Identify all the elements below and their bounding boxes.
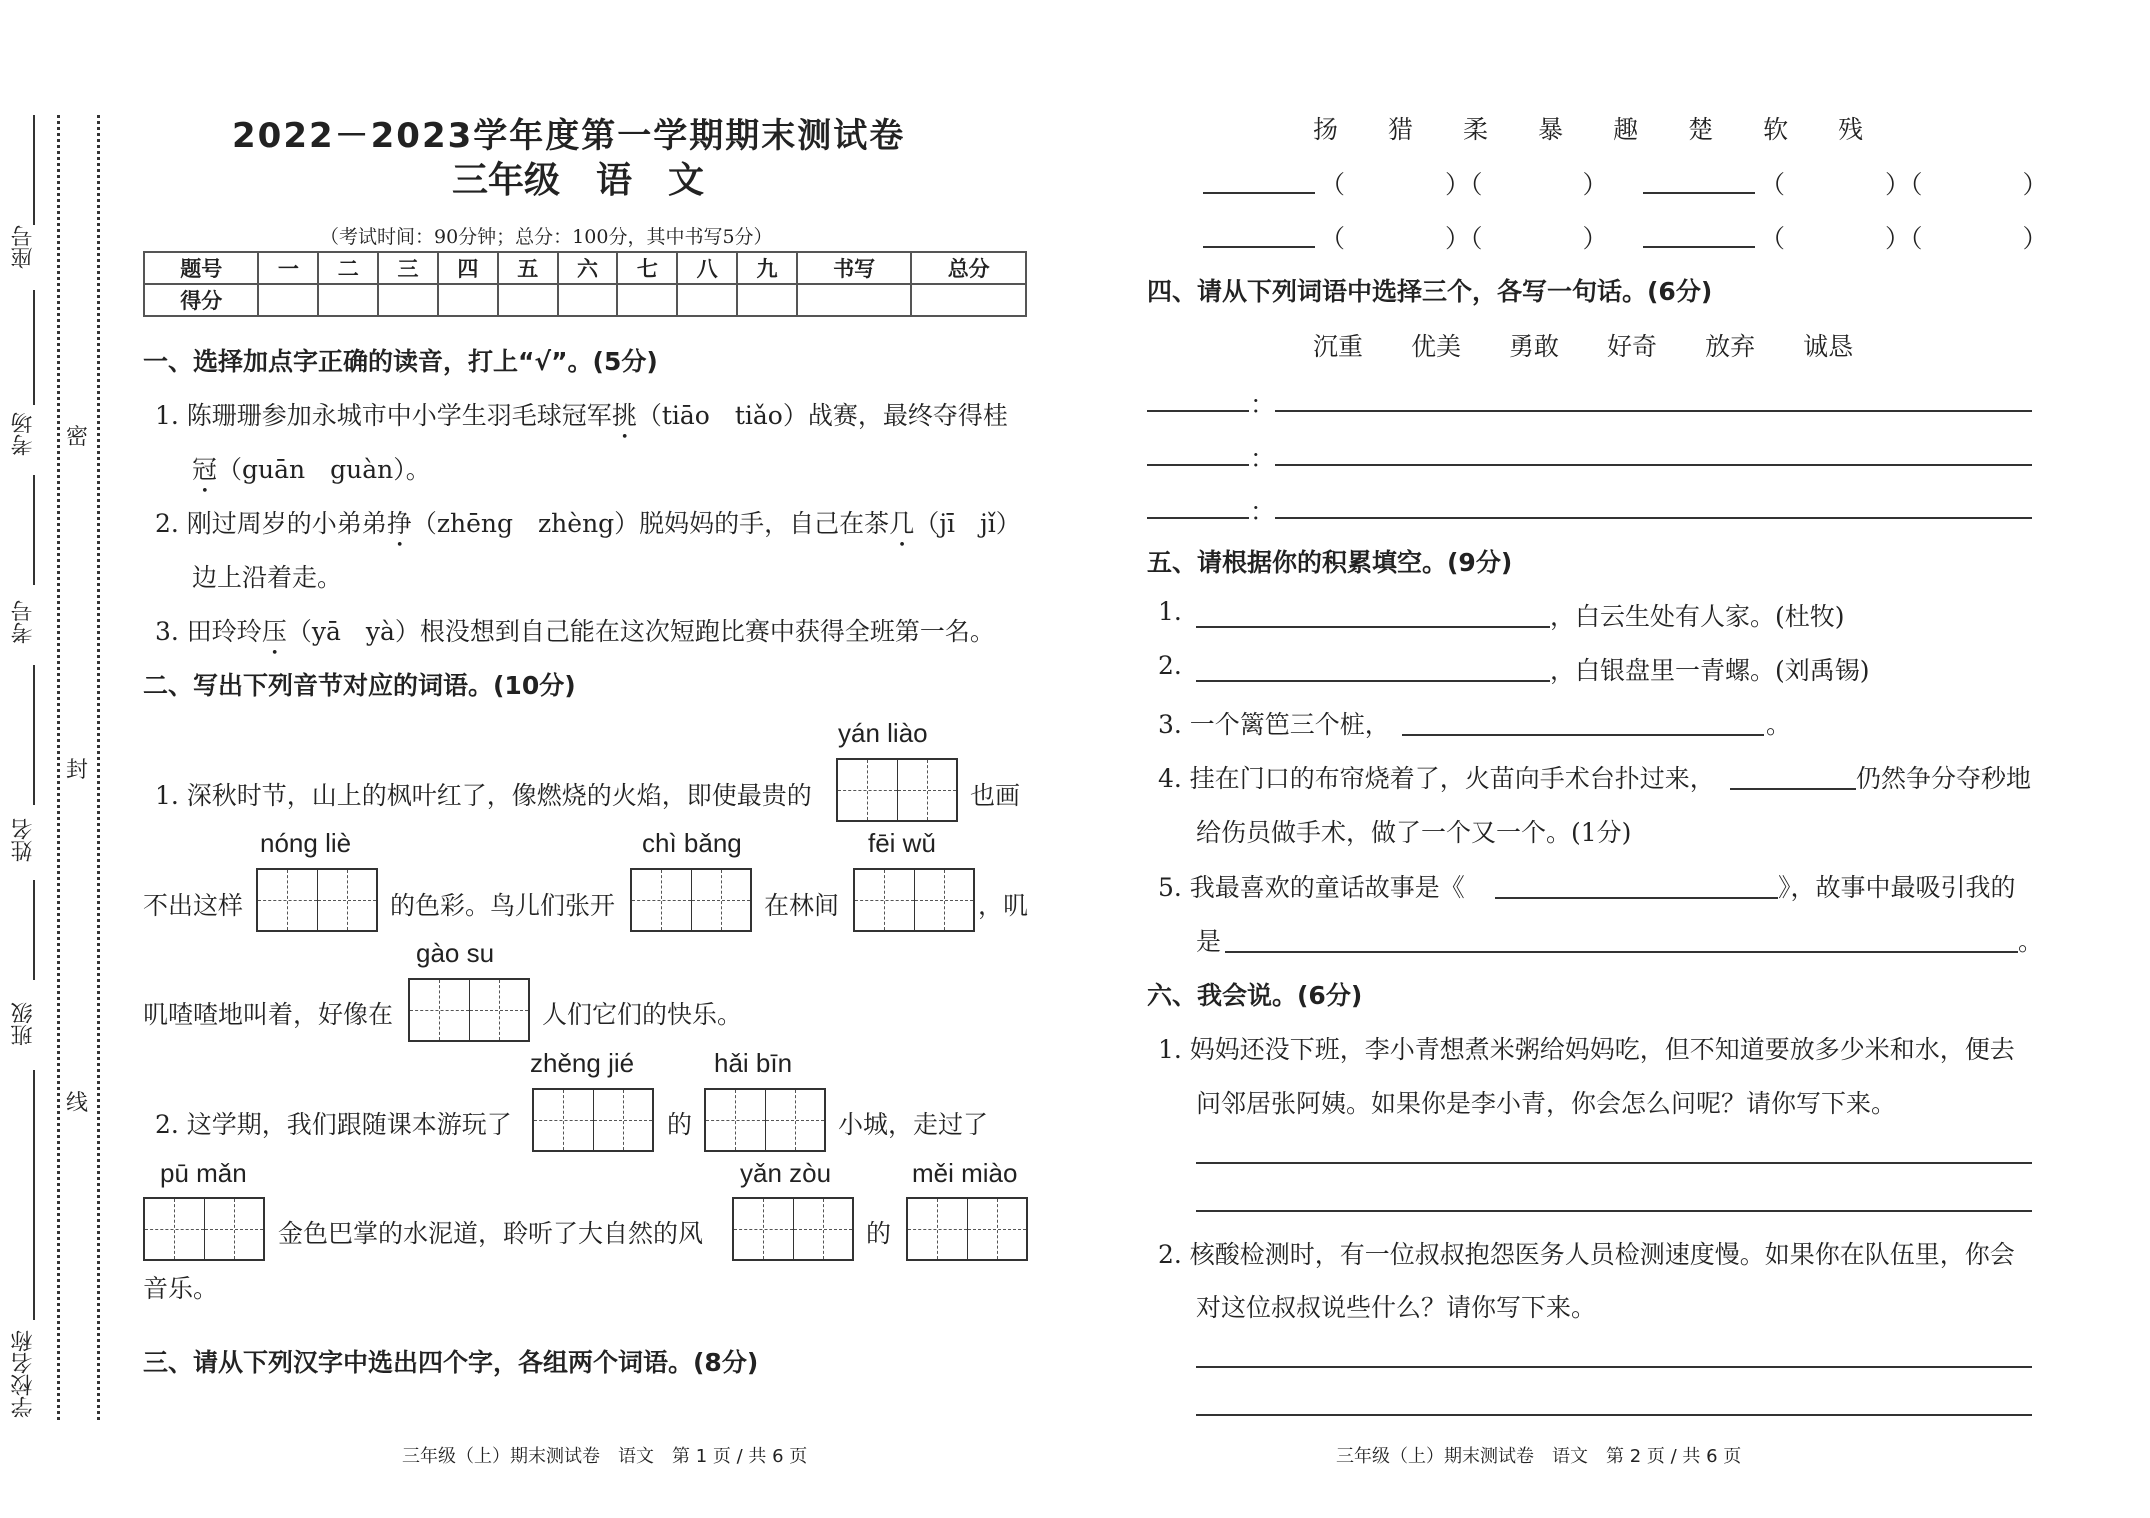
char: 暴 <box>1538 115 1564 144</box>
dotted-char: 冠 <box>192 455 218 484</box>
text: （yā yà）根没想到自己能在这次短跑比赛中获得全班第一名。 <box>286 617 995 646</box>
text: （tiāo tiǎo）战赛，最终夺得桂 <box>636 401 1008 430</box>
table-cell: 三 <box>378 252 438 284</box>
table-cell: 五 <box>498 252 558 284</box>
text: 叽喳喳地叫着，好像在 <box>143 1000 394 1029</box>
writing-grid[interactable] <box>704 1088 826 1152</box>
writing-grid[interactable] <box>853 868 975 932</box>
writing-grid[interactable] <box>836 758 958 822</box>
q5-4-cont: 给伤员做手术，做了一个又一个。(1分) <box>1196 818 1632 847</box>
text: 小城，走过了 <box>838 1110 989 1139</box>
text: ，叽 <box>978 891 1029 920</box>
text: 3. 田玲玲 <box>155 617 262 646</box>
char-blank[interactable] <box>1203 246 1315 248</box>
q5-5-cont: 是 <box>1196 927 1222 956</box>
q5-2-text: ，白银盘里一青螺。(刘禹锡) <box>1550 656 1870 685</box>
q5-5-end: 》，故事中最吸引我的 <box>1778 873 2016 902</box>
char: 柔 <box>1463 115 1489 144</box>
q6-2-text: 2. 核酸检测时，有一位叔叔抱怨医务人员检测速度慢。如果你在队伍里，你会 <box>1158 1240 2015 1269</box>
dotted-char: 挑 <box>611 401 637 430</box>
school-name-label: 学校名称 <box>11 1330 36 1418</box>
question-1-2 <box>155 504 1021 553</box>
writing-grid[interactable] <box>256 868 378 932</box>
exam-room-label: 考场 <box>11 412 36 456</box>
colon: ： <box>1250 444 1276 473</box>
q5-1-text: ，白云生处有人家。(杜牧) <box>1550 602 1845 631</box>
margin-line <box>33 290 35 405</box>
pinyin: zhěng jié <box>530 1048 635 1078</box>
section-2-title: 二、写出下列音节对应的词语。(10分) <box>143 671 576 700</box>
score-row <box>144 284 1026 316</box>
score-cell[interactable] <box>318 284 378 316</box>
writing-grid[interactable] <box>732 1197 854 1261</box>
text: 1. 陈珊珊参加永城市中小学生羽毛球冠军 <box>155 401 612 430</box>
text: （guān guàn）。 <box>217 455 431 484</box>
text: 在林间 <box>764 891 840 920</box>
word: 勇敢 <box>1509 332 1560 361</box>
margin-line <box>33 1070 35 1320</box>
q5-2-num: 2. <box>1158 651 1182 680</box>
margin-line <box>33 880 35 980</box>
writing-grid[interactable] <box>630 868 752 932</box>
dotted-char: 压 <box>261 617 287 646</box>
word: 沉重 <box>1313 332 1364 361</box>
score-header-row <box>144 252 1026 284</box>
text: 的 <box>667 1110 693 1139</box>
table-cell: 总分 <box>911 252 1026 284</box>
score-cell[interactable] <box>438 284 498 316</box>
text: 不出这样 <box>143 891 244 920</box>
word-blank[interactable] <box>1147 517 1249 519</box>
answer-line[interactable] <box>1196 1162 2032 1164</box>
margin-line <box>33 665 35 805</box>
sentence-line[interactable] <box>1275 464 2032 466</box>
score-cell[interactable] <box>378 284 438 316</box>
pinyin: fēi wǔ <box>868 828 936 858</box>
exam-title: 2022－2023学年度第一学期期末测试卷 <box>232 116 906 156</box>
section-4-title: 四、请从下列词语中选择三个，各写一句话。(6分) <box>1147 277 1713 306</box>
exam-number-label: 考号 <box>11 600 36 644</box>
text: （zhēng zhèng）脱妈妈的手，自己在茶 <box>411 509 890 538</box>
table-cell: 二 <box>318 252 378 284</box>
table-cell: 一 <box>258 252 318 284</box>
colon: ： <box>1250 390 1276 419</box>
answer-line[interactable] <box>1196 1414 2032 1416</box>
char: 趣 <box>1613 115 1639 144</box>
answer-line[interactable] <box>1196 1210 2032 1212</box>
score-cell[interactable] <box>797 284 911 316</box>
fill-blank[interactable] <box>1196 626 1550 628</box>
text: （jī jǐ） <box>914 509 1021 538</box>
word-parens[interactable]: （ ）（ ） <box>1320 224 1608 253</box>
page-footer: 三年级（上）期末测试卷 语文 第 2 页 / 共 6 页 <box>1336 1446 1742 1467</box>
q5-1-num: 1. <box>1158 597 1182 626</box>
score-cell[interactable] <box>737 284 797 316</box>
char: 猎 <box>1388 115 1414 144</box>
table-cell: 六 <box>558 252 618 284</box>
word-parens[interactable]: （ ）（ ） <box>1760 224 2048 253</box>
section-6-title: 六、我会说。(6分) <box>1147 981 1363 1010</box>
q5-3-end: 。 <box>1766 710 1792 739</box>
word-parens[interactable]: （ ）（ ） <box>1760 170 2048 199</box>
colon: ： <box>1250 497 1276 526</box>
score-table <box>143 251 1027 317</box>
fill-blank[interactable] <box>1225 951 2018 953</box>
question-1-2-cont: 边上沿着走。 <box>192 563 343 592</box>
word-blank[interactable] <box>1147 464 1249 466</box>
page-footer: 三年级（上）期末测试卷 语文 第 1 页 / 共 6 页 <box>402 1446 808 1467</box>
pinyin: chì bǎng <box>642 828 742 858</box>
seal-char: 封 <box>66 753 88 784</box>
score-cell[interactable] <box>677 284 737 316</box>
margin-line <box>33 475 35 585</box>
char-blank[interactable] <box>1203 192 1315 194</box>
answer-line[interactable] <box>1196 1366 2032 1368</box>
char: 扬 <box>1313 115 1339 144</box>
char: 软 <box>1763 115 1789 144</box>
text: 的 <box>866 1219 892 1248</box>
pinyin: yán liào <box>838 718 928 748</box>
table-cell: 书写 <box>797 252 911 284</box>
score-cell[interactable] <box>258 284 318 316</box>
text: 金色巴掌的水泥道，聆听了大自然的风 <box>278 1219 704 1248</box>
pinyin: měi miào <box>912 1158 1018 1188</box>
text: 音乐。 <box>143 1274 219 1303</box>
q5-4-end: 仍然争分夺秒地 <box>1856 764 2032 793</box>
dotted-char: 挣 <box>386 509 412 538</box>
q5-5-text: 5. 我最喜欢的童话故事是《 <box>1158 873 1465 902</box>
dotted-char: 几 <box>889 509 915 538</box>
char: 残 <box>1838 115 1864 144</box>
sentence-line[interactable] <box>1275 410 2032 412</box>
word: 诚恳 <box>1803 332 1854 361</box>
writing-grid[interactable] <box>532 1088 654 1152</box>
writing-grid[interactable] <box>906 1197 1028 1261</box>
fill-blank[interactable] <box>1730 788 1856 790</box>
q5-3-text: 3. 一个篱笆三个桩， <box>1158 710 1390 739</box>
q5-4-text: 4. 挂在门口的布帘烧着了，火苗向手术台扑过来， <box>1158 764 1715 793</box>
score-cell[interactable] <box>558 284 618 316</box>
text: 人们它们的快乐。 <box>542 1000 743 1029</box>
seal-char: 密 <box>66 420 88 451</box>
seat-number-label: 座号 <box>11 225 36 269</box>
q6-1-text: 1. 妈妈还没下班，李小青想煮米粥给妈妈吃，但不知道要放多少米和水，便去 <box>1158 1035 2015 1064</box>
score-cell[interactable] <box>617 284 677 316</box>
text: 。 <box>2018 927 2044 956</box>
char-blank[interactable] <box>1643 192 1755 194</box>
fill-blank[interactable] <box>1402 734 1764 736</box>
table-cell: 九 <box>737 252 797 284</box>
name-label: 姓名 <box>11 818 36 862</box>
score-cell[interactable] <box>498 284 558 316</box>
margin-line <box>33 115 35 225</box>
text: 也画 <box>970 781 1021 810</box>
score-cell[interactable] <box>911 284 1026 316</box>
char-blank[interactable] <box>1643 246 1755 248</box>
fill-blank[interactable] <box>1196 680 1550 682</box>
question-1-3 <box>155 612 995 661</box>
exam-info: （考试时间：90分钟；总分：100分，其中书写5分） <box>320 226 773 248</box>
text: 2. 这学期，我们跟随课本游玩了 <box>155 1110 512 1139</box>
pinyin: nóng liè <box>260 828 352 858</box>
fill-blank[interactable] <box>1495 897 1778 899</box>
table-cell: 题号 <box>144 252 258 284</box>
word-list <box>1313 327 1853 363</box>
pinyin: gào su <box>416 938 495 968</box>
word: 好奇 <box>1607 332 1658 361</box>
exam-subtitle: 三年级 语 文 <box>452 160 705 201</box>
section-1-title: 一、选择加点字正确的读音，打上“√”。(5分) <box>143 347 658 376</box>
pinyin: yǎn zòu <box>740 1158 832 1188</box>
writing-grid[interactable] <box>408 978 530 1042</box>
char: 楚 <box>1688 115 1714 144</box>
word: 放弃 <box>1705 332 1756 361</box>
section-5-title: 五、请根据你的积累填空。(9分) <box>1147 548 1513 577</box>
word-parens[interactable]: （ ）（ ） <box>1320 170 1608 199</box>
table-cell: 八 <box>677 252 737 284</box>
seal-char: 线 <box>66 1086 88 1117</box>
class-label: 班级 <box>11 1002 36 1046</box>
writing-grid[interactable] <box>143 1197 265 1261</box>
section-3-title: 三、请从下列汉字中选出四个字，各组两个词语。(8分) <box>143 1348 759 1377</box>
pinyin: pū mǎn <box>160 1158 247 1188</box>
sentence-line[interactable] <box>1275 517 2032 519</box>
text: 1. 深秋时节，山上的枫叶红了，像燃烧的火焰，即使最贵的 <box>155 781 812 810</box>
char-list <box>1313 110 1863 146</box>
q6-2-cont: 对这位叔叔说些什么？请你写下来。 <box>1196 1293 1597 1322</box>
question-1-1-cont <box>192 450 431 499</box>
table-cell: 四 <box>438 252 498 284</box>
text: 的色彩。鸟儿们张开 <box>390 891 616 920</box>
question-1-1 <box>155 396 1008 445</box>
dotted-line <box>97 115 100 1420</box>
pinyin: hǎi bīn <box>714 1048 793 1078</box>
table-cell: 得分 <box>144 284 258 316</box>
word: 优美 <box>1411 332 1462 361</box>
table-cell: 七 <box>617 252 677 284</box>
text: 2. 刚过周岁的小弟弟 <box>155 509 387 538</box>
dotted-line <box>57 115 60 1420</box>
q6-1-cont: 问邻居张阿姨。如果你是李小青，你会怎么问呢？请你写下来。 <box>1196 1089 1897 1118</box>
word-blank[interactable] <box>1147 410 1249 412</box>
